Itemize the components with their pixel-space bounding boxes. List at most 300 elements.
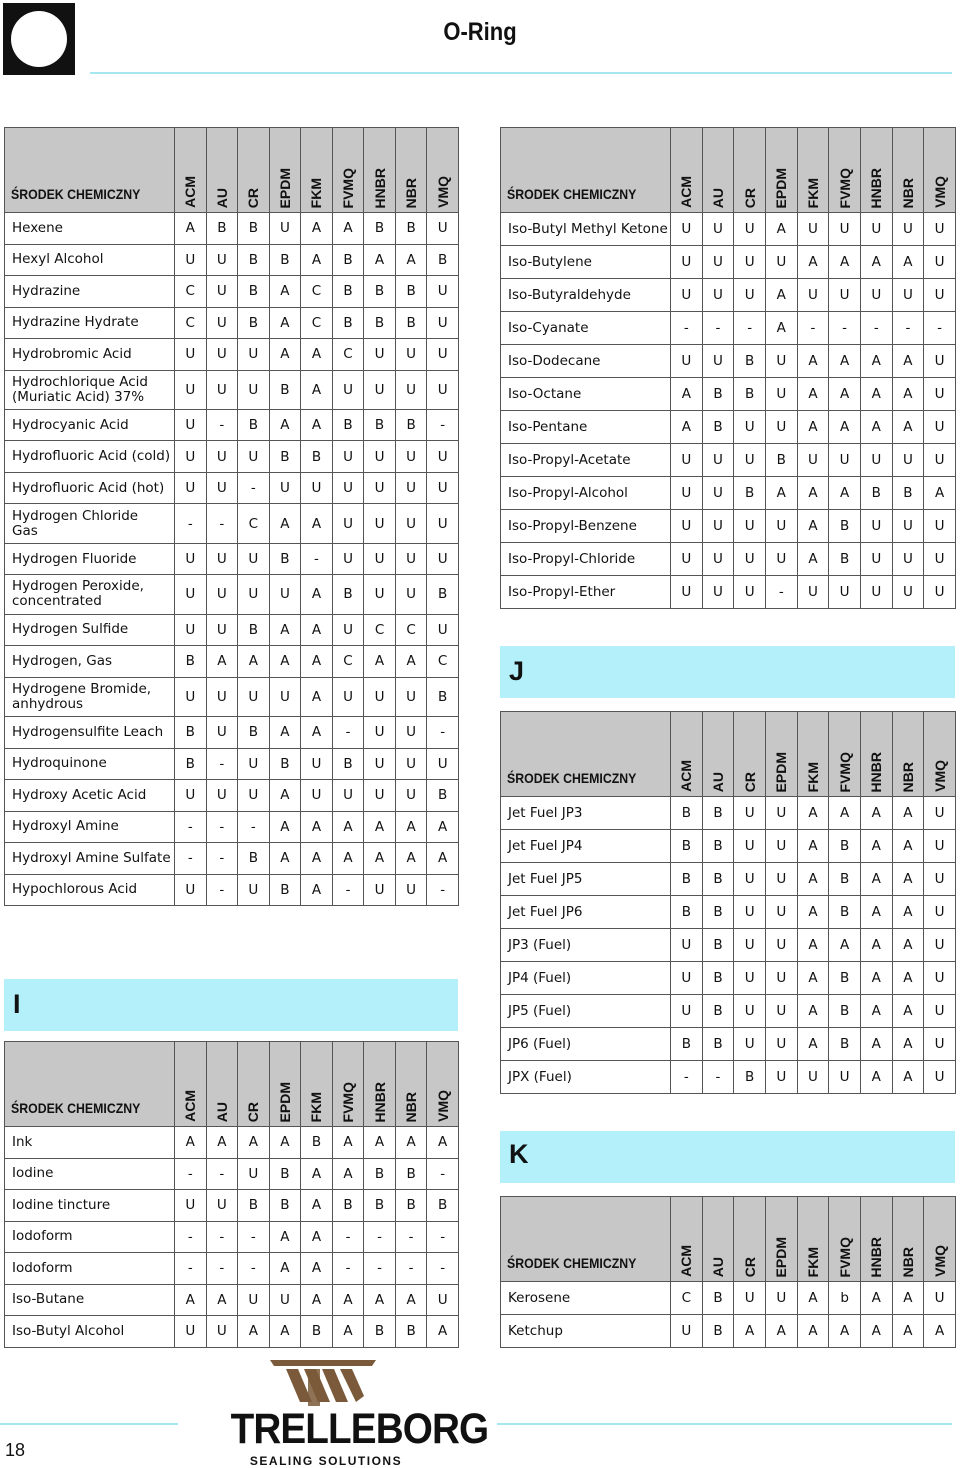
rating-cr: U	[734, 444, 766, 477]
column-header-fkm	[301, 128, 333, 213]
chemical-name: JP5 (Fuel)	[501, 995, 671, 1028]
rating-fkm: U	[301, 780, 333, 812]
column-header-label: ŚRODEK CHEMICZNY	[507, 186, 637, 202]
rating-vmq: U	[924, 830, 956, 863]
rating-epdm: B	[269, 874, 301, 906]
rating-fvmq: A	[829, 1315, 861, 1348]
rating-hnbr: U	[364, 543, 396, 575]
rating-nbr: A	[892, 863, 924, 896]
table-header	[501, 712, 956, 797]
rating-cr: U	[734, 929, 766, 962]
column-header-code: VMQ	[931, 176, 948, 208]
chemical-name: Hydrogen Fluoride	[5, 543, 175, 575]
rating-epdm: A	[765, 213, 797, 246]
rating-fkm: A	[301, 646, 333, 678]
rating-nbr: A	[892, 797, 924, 830]
table-row	[501, 411, 956, 444]
rating-epdm: A	[269, 1253, 301, 1285]
column-header-code: CR	[741, 771, 758, 792]
rating-cr: B	[238, 244, 270, 276]
chemical-name: Hydrofluoric Acid (cold)	[5, 441, 175, 473]
rating-fvmq: B	[332, 244, 364, 276]
rating-nbr: B	[395, 276, 427, 308]
table-row	[5, 472, 459, 504]
rating-hnbr: A	[364, 811, 396, 843]
rating-au: -	[206, 748, 238, 780]
rating-cr: A	[734, 1315, 766, 1348]
rating-acm: U	[671, 444, 703, 477]
chemical-name: JPX (Fuel)	[501, 1061, 671, 1094]
rating-vmq: U	[427, 370, 459, 409]
rating-epdm: A	[269, 409, 301, 441]
rating-fvmq: U	[829, 279, 861, 312]
rating-fkm: A	[797, 1315, 829, 1348]
rating-fkm: A	[301, 1253, 333, 1285]
rating-epdm: A	[269, 339, 301, 371]
rating-nbr: A	[892, 1315, 924, 1348]
column-header-cr	[734, 1197, 766, 1282]
rating-cr: C	[238, 504, 270, 543]
rating-acm: U	[671, 929, 703, 962]
column-header-code: HNBR	[868, 1236, 885, 1277]
rating-fvmq: U	[332, 441, 364, 473]
table-row	[5, 1127, 459, 1159]
chemical-name: Iso-Pentane	[501, 411, 671, 444]
rating-epdm: B	[269, 543, 301, 575]
table-row	[501, 830, 956, 863]
rating-cr: U	[734, 246, 766, 279]
rating-cr: U	[238, 780, 270, 812]
table-row	[501, 246, 956, 279]
rating-cr: B	[238, 213, 270, 245]
rating-fvmq: U	[332, 504, 364, 543]
rating-fvmq: B	[829, 995, 861, 1028]
column-header-au	[702, 128, 734, 213]
table-iso	[500, 127, 956, 609]
table-row	[5, 1316, 459, 1348]
table-row	[5, 244, 459, 276]
rating-vmq: U	[427, 614, 459, 646]
chemical-name: Jet Fuel JP3	[501, 797, 671, 830]
rating-acm: B	[175, 748, 207, 780]
rating-epdm: B	[269, 370, 301, 409]
column-header-code: CR	[741, 1256, 758, 1277]
rating-fkm: A	[301, 843, 333, 875]
rating-cr: -	[238, 811, 270, 843]
rating-epdm: B	[269, 1158, 301, 1190]
rating-hnbr: C	[364, 614, 396, 646]
rating-hnbr: B	[364, 307, 396, 339]
table-row	[501, 213, 956, 246]
rating-fkm: A	[797, 863, 829, 896]
chemical-name: Iso-Propyl-Chloride	[501, 543, 671, 576]
rating-fvmq: U	[332, 677, 364, 716]
rating-acm: U	[175, 244, 207, 276]
rating-acm: -	[671, 1061, 703, 1094]
rating-cr: B	[238, 276, 270, 308]
rating-fvmq: U	[829, 444, 861, 477]
rating-nbr: B	[395, 307, 427, 339]
rating-acm: U	[175, 472, 207, 504]
rating-epdm: A	[269, 276, 301, 308]
rating-cr: B	[734, 477, 766, 510]
rating-epdm: U	[765, 345, 797, 378]
column-header-code: EPDM	[773, 167, 790, 208]
column-header-epdm	[269, 128, 301, 213]
column-header-fvmq	[829, 1197, 861, 1282]
rating-fkm: A	[797, 411, 829, 444]
column-header-acm	[671, 128, 703, 213]
rating-fvmq: B	[829, 962, 861, 995]
table-row	[501, 1028, 956, 1061]
rating-epdm: U	[765, 830, 797, 863]
rating-hnbr: A	[860, 1028, 892, 1061]
rating-nbr: U	[892, 543, 924, 576]
rating-fkm: A	[301, 811, 333, 843]
rating-fvmq: A	[332, 843, 364, 875]
rating-acm: U	[175, 780, 207, 812]
table-row	[5, 717, 459, 749]
rating-au: U	[206, 441, 238, 473]
rating-epdm: A	[269, 717, 301, 749]
rating-hnbr: A	[860, 411, 892, 444]
table-row	[501, 863, 956, 896]
rating-vmq: U	[427, 339, 459, 371]
rating-fvmq: U	[332, 780, 364, 812]
rating-au: B	[206, 213, 238, 245]
rating-fvmq: A	[332, 811, 364, 843]
chemical-name	[5, 370, 175, 409]
table-row	[501, 279, 956, 312]
rating-nbr: -	[395, 1221, 427, 1253]
rating-vmq: U	[924, 797, 956, 830]
rating-au: -	[702, 312, 734, 345]
rating-fvmq: B	[829, 543, 861, 576]
rating-cr: U	[734, 213, 766, 246]
chemical-name: Ketchup	[501, 1315, 671, 1348]
section-band-k	[500, 1131, 955, 1183]
rating-au: U	[702, 279, 734, 312]
rating-fvmq: B	[829, 896, 861, 929]
column-header-code: FKM	[804, 1246, 821, 1277]
chemical-name: Hydroxy Acetic Acid	[5, 780, 175, 812]
column-header-code: VMQ	[434, 176, 451, 208]
rating-cr: U	[734, 896, 766, 929]
rating-acm: B	[671, 896, 703, 929]
rating-hnbr: U	[364, 575, 396, 614]
rating-acm: -	[175, 1158, 207, 1190]
rating-fvmq: A	[332, 1127, 364, 1159]
column-header-hnbr	[860, 128, 892, 213]
column-header-code: FKM	[308, 177, 325, 208]
rating-au: U	[206, 244, 238, 276]
rating-au: U	[206, 1190, 238, 1222]
rating-fkm: U	[797, 213, 829, 246]
rating-cr: U	[734, 797, 766, 830]
rating-vmq: A	[924, 1315, 956, 1348]
rating-fvmq: A	[332, 213, 364, 245]
rating-acm: U	[175, 370, 207, 409]
rating-hnbr: U	[364, 441, 396, 473]
table-row	[5, 575, 459, 614]
table-row	[501, 929, 956, 962]
table-row	[501, 543, 956, 576]
rating-epdm: A	[269, 504, 301, 543]
rating-hnbr: U	[860, 510, 892, 543]
rating-cr: -	[238, 1253, 270, 1285]
chemical-name: Iso-Cyanate	[501, 312, 671, 345]
rating-fkm: A	[797, 929, 829, 962]
rating-vmq: U	[427, 504, 459, 543]
table-row	[5, 370, 459, 409]
rating-au: U	[702, 510, 734, 543]
column-header-vmq	[924, 712, 956, 797]
column-header-epdm	[269, 1042, 301, 1127]
rating-fkm: A	[301, 409, 333, 441]
rating-fvmq: A	[829, 477, 861, 510]
rating-fvmq: A	[829, 797, 861, 830]
rating-nbr: A	[892, 345, 924, 378]
rating-vmq: U	[924, 929, 956, 962]
rating-cr: A	[238, 1316, 270, 1348]
column-header-code: CR	[245, 1101, 262, 1122]
rating-fvmq: -	[332, 1221, 364, 1253]
rating-hnbr: U	[860, 444, 892, 477]
rating-fkm: A	[301, 1158, 333, 1190]
column-header-nbr	[395, 128, 427, 213]
rating-epdm: -	[765, 576, 797, 609]
rating-au: U	[206, 780, 238, 812]
column-header-code: EPDM	[773, 751, 790, 792]
chemical-name: JP3 (Fuel)	[501, 929, 671, 962]
rating-vmq: U	[427, 472, 459, 504]
rating-acm: B	[175, 717, 207, 749]
rating-fvmq: A	[829, 411, 861, 444]
rating-cr: B	[734, 1061, 766, 1094]
rating-nbr: A	[395, 244, 427, 276]
column-header-code: FVMQ	[836, 167, 853, 208]
rating-au: A	[206, 1127, 238, 1159]
rating-vmq: U	[924, 411, 956, 444]
rating-vmq: -	[427, 874, 459, 906]
rating-acm: A	[175, 1127, 207, 1159]
rating-acm: U	[175, 409, 207, 441]
rating-nbr: A	[892, 411, 924, 444]
column-header-code: FVMQ	[836, 751, 853, 792]
column-header-fkm	[301, 1042, 333, 1127]
rating-hnbr: A	[860, 929, 892, 962]
rating-vmq: U	[924, 962, 956, 995]
column-header-cr	[734, 712, 766, 797]
rating-epdm: U	[765, 896, 797, 929]
rating-vmq: C	[427, 646, 459, 678]
chemical-name: Ink	[5, 1127, 175, 1159]
rating-acm: U	[671, 543, 703, 576]
rating-epdm: A	[765, 1315, 797, 1348]
column-header-cr	[238, 128, 270, 213]
column-header-code: EPDM	[276, 1081, 293, 1122]
chemical-name-line: Hydrogen Chloride	[12, 507, 139, 524]
rating-fvmq: B	[829, 1028, 861, 1061]
column-header-vmq	[427, 1042, 459, 1127]
rating-nbr: A	[395, 1127, 427, 1159]
page-title: O-Ring	[443, 18, 517, 46]
chemical-name-line: (Muriatic Acid) 37%	[12, 388, 145, 405]
chemical-name	[5, 677, 175, 716]
rating-fkm: A	[797, 1028, 829, 1061]
rating-au: U	[206, 276, 238, 308]
table-row	[5, 874, 459, 906]
rating-au: U	[206, 717, 238, 749]
rating-acm: U	[671, 345, 703, 378]
rating-au: U	[702, 345, 734, 378]
column-header-label: ŚRODEK CHEMICZNY	[11, 186, 141, 202]
rating-cr: U	[238, 677, 270, 716]
rating-nbr: -	[892, 312, 924, 345]
rating-acm: C	[175, 307, 207, 339]
rating-hnbr: U	[364, 874, 396, 906]
rating-nbr: U	[395, 472, 427, 504]
rating-hnbr: U	[860, 576, 892, 609]
rating-vmq: U	[924, 896, 956, 929]
column-header-fvmq	[829, 128, 861, 213]
column-header-code: NBR	[899, 1246, 916, 1277]
rating-au: U	[206, 575, 238, 614]
rating-cr: U	[238, 543, 270, 575]
section-letter: J	[509, 656, 525, 686]
column-header-code: NBR	[899, 177, 916, 208]
rating-acm: U	[175, 441, 207, 473]
rating-fvmq: B	[332, 307, 364, 339]
table-row	[501, 510, 956, 543]
rating-acm: B	[671, 797, 703, 830]
column-header-au	[702, 1197, 734, 1282]
table-row	[5, 339, 459, 371]
column-header-fkm	[797, 1197, 829, 1282]
column-header-code: FVMQ	[340, 1081, 356, 1122]
rating-hnbr: -	[364, 1221, 396, 1253]
rating-cr: U	[734, 279, 766, 312]
rating-epdm: U	[765, 246, 797, 279]
rating-vmq: B	[427, 244, 459, 276]
rating-acm: U	[671, 477, 703, 510]
rating-hnbr: A	[860, 830, 892, 863]
rating-hnbr: A	[860, 378, 892, 411]
rating-fvmq: B	[332, 276, 364, 308]
rating-fkm: A	[797, 830, 829, 863]
rating-fvmq: B	[829, 863, 861, 896]
column-header-fvmq	[332, 128, 364, 213]
table-k	[500, 1196, 956, 1348]
rating-au: B	[702, 797, 734, 830]
rating-fkm: -	[797, 312, 829, 345]
rating-epdm: U	[765, 962, 797, 995]
rating-hnbr: B	[364, 276, 396, 308]
column-header-vmq	[924, 128, 956, 213]
rating-acm: U	[671, 576, 703, 609]
rating-fvmq: -	[829, 312, 861, 345]
rating-hnbr: A	[860, 1282, 892, 1315]
rating-vmq: -	[427, 409, 459, 441]
rating-fvmq: -	[332, 1253, 364, 1285]
table-row	[5, 1221, 459, 1253]
chemical-name: JP6 (Fuel)	[501, 1028, 671, 1061]
column-header-name	[501, 712, 671, 797]
chemical-name: Jet Fuel JP5	[501, 863, 671, 896]
rating-nbr: A	[892, 896, 924, 929]
logo-wordmark: TRELLEBORG	[230, 1405, 489, 1453]
column-header-code: VMQ	[931, 1245, 948, 1277]
chemical-name: Hydrocyanic Acid	[5, 409, 175, 441]
column-header-vmq	[924, 1197, 956, 1282]
rating-epdm: A	[269, 843, 301, 875]
column-header-nbr	[892, 712, 924, 797]
column-header-code: AU	[709, 771, 726, 792]
chemical-name-line: Hydrogene Bromide,	[12, 680, 152, 697]
rating-vmq: U	[924, 576, 956, 609]
rating-hnbr: A	[860, 345, 892, 378]
chemical-name: Kerosene	[501, 1282, 671, 1315]
rating-nbr: A	[395, 1284, 427, 1316]
rating-vmq: U	[427, 307, 459, 339]
rating-hnbr: A	[860, 1061, 892, 1094]
rating-epdm: B	[765, 444, 797, 477]
chemical-name: Iso-Dodecane	[501, 345, 671, 378]
chemical-name: Hypochlorous Acid	[5, 874, 175, 906]
rating-acm: B	[175, 646, 207, 678]
rating-hnbr: A	[364, 1284, 396, 1316]
rating-fkm: B	[301, 1127, 333, 1159]
table-row	[5, 748, 459, 780]
rating-epdm: U	[765, 411, 797, 444]
rating-hnbr: -	[364, 1253, 396, 1285]
rating-acm: A	[671, 378, 703, 411]
column-header-name	[501, 1197, 671, 1282]
rating-epdm: U	[765, 1282, 797, 1315]
column-header-acm	[175, 1042, 207, 1127]
rating-epdm: A	[269, 1127, 301, 1159]
column-header-code: HNBR	[371, 1081, 388, 1122]
rating-fvmq: U	[332, 543, 364, 575]
column-header-nbr	[892, 128, 924, 213]
rating-au: U	[702, 213, 734, 246]
chemical-name: Iso-Propyl-Benzene	[501, 510, 671, 543]
rating-au: B	[702, 962, 734, 995]
rating-nbr: A	[892, 962, 924, 995]
column-header-code: AU	[213, 187, 230, 208]
column-header-hnbr	[364, 1042, 396, 1127]
rating-epdm: U	[269, 213, 301, 245]
rating-acm: -	[175, 843, 207, 875]
column-header-code: FKM	[804, 177, 821, 208]
column-header-code: ACM	[182, 1090, 199, 1122]
rating-acm: C	[671, 1282, 703, 1315]
column-header-cr	[734, 128, 766, 213]
table-row	[5, 677, 459, 716]
rating-vmq: U	[924, 863, 956, 896]
rating-fvmq: C	[332, 646, 364, 678]
table-row	[5, 276, 459, 308]
rating-epdm: A	[269, 780, 301, 812]
rating-cr: B	[238, 717, 270, 749]
table-row	[5, 646, 459, 678]
chemical-name: Hydrobromic Acid	[5, 339, 175, 371]
rating-vmq: A	[924, 477, 956, 510]
rating-vmq: U	[924, 279, 956, 312]
rating-hnbr: A	[860, 797, 892, 830]
chemical-name: Iso-Butyl Alcohol	[5, 1316, 175, 1348]
rating-fvmq: B	[332, 748, 364, 780]
